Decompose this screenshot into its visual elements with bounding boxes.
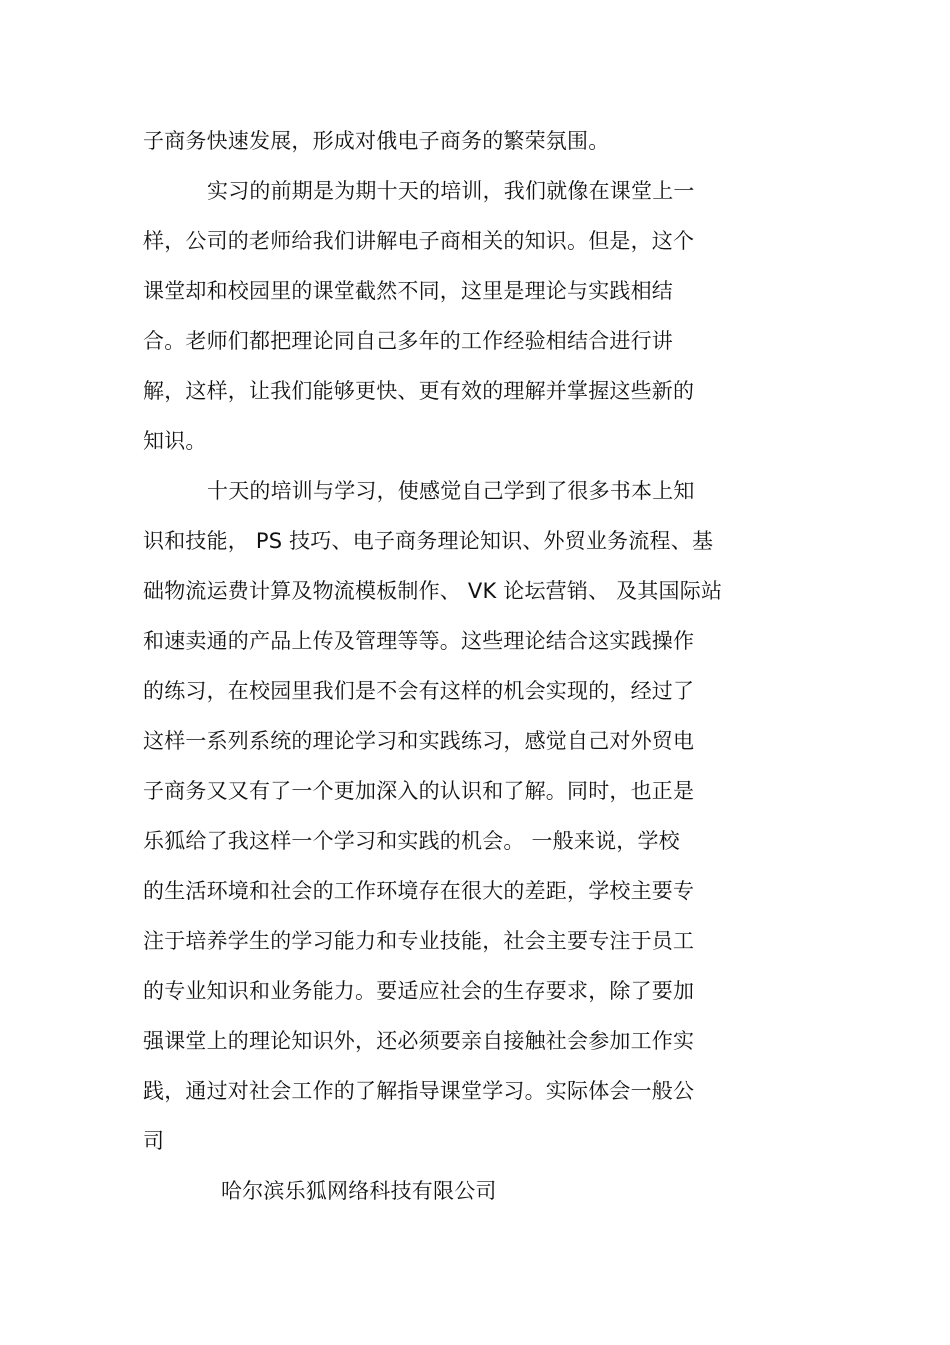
text-line-18: 的专业知识和业务能力。要适应社会的生存要求，除了要加 bbox=[143, 979, 695, 1003]
text-line-15: 乐狐给了我这样一个学习和实践的机会。 一般来说，学校 bbox=[143, 829, 680, 853]
text-line-19: 强课堂上的理论知识外，还必须要亲自接触社会参加工作实 bbox=[143, 1029, 695, 1053]
text-line-8: 十天的培训与学习，使感觉自己学到了很多书本上知 bbox=[207, 479, 695, 503]
text-line-14: 子商务又又有了一个更加深入的认识和了解。同时，也正是 bbox=[143, 779, 695, 803]
text-line-4: 课堂却和校园里的课堂截然不同，这里是理论与实践相结 bbox=[143, 279, 673, 303]
text-line-1: 子商务快速发展，形成对俄电子商务的繁荣氛围。 bbox=[143, 129, 610, 153]
text-line-2: 实习的前期是为期十天的培训，我们就像在课堂上一 bbox=[207, 179, 695, 203]
text-line-13: 这样一系列系统的理论学习和实践练习，感觉自己对外贸电 bbox=[143, 729, 695, 753]
text-line-9: 识和技能， PS 技巧、电子商务理论知识、外贸业务流程、基 bbox=[143, 529, 714, 553]
text-line-10: 础物流运费计算及物流模板制作、 VK 论坛营销、 及其国际站 bbox=[143, 579, 723, 603]
text-line-16: 的生活环境和社会的工作环境存在很大的差距，学校主要专 bbox=[143, 879, 695, 903]
company-signature: 哈尔滨乐狐网络科技有限公司 bbox=[221, 1179, 497, 1203]
text-line-11: 和速卖通的产品上传及管理等等。这些理论结合这实践操作 bbox=[143, 629, 695, 653]
text-line-21: 司 bbox=[143, 1129, 165, 1153]
text-line-20: 践，通过对社会工作的了解指导课堂学习。实际体会一般公 bbox=[143, 1079, 695, 1103]
text-line-5: 合。老师们都把理论同自己多年的工作经验相结合进行讲 bbox=[143, 329, 673, 353]
text-line-17: 注于培养学生的学习能力和专业技能，社会主要专注于员工 bbox=[143, 929, 695, 953]
text-line-7: 知识。 bbox=[143, 429, 207, 453]
text-line-12: 的练习，在校园里我们是不会有这样的机会实现的，经过了 bbox=[143, 679, 695, 703]
text-line-3: 样，公司的老师给我们讲解电子商相关的知识。但是，这个 bbox=[143, 229, 695, 253]
text-line-6: 解，这样，让我们能够更快、更有效的理解并掌握这些新的 bbox=[143, 379, 695, 403]
